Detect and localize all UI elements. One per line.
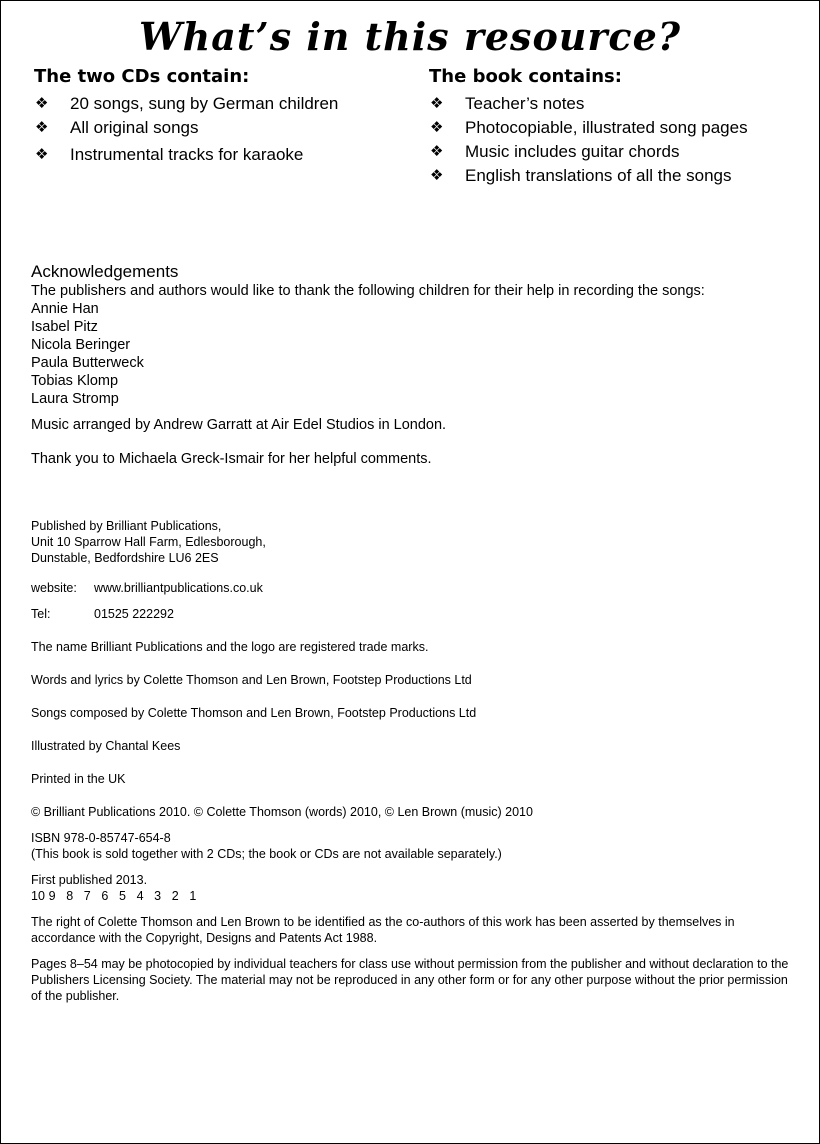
print-number: 4: [136, 889, 144, 903]
book-column: [426, 63, 791, 188]
print-number: 8: [66, 889, 74, 903]
bullet-icon: ❖: [430, 167, 444, 184]
cds-column: [31, 63, 426, 188]
child-name: Isabel Pitz: [31, 319, 98, 335]
address-line: Published by Brilliant Publications,: [31, 519, 222, 533]
thanks-note: Thank you to Michaela Greck-Ismair for her helpful comments.: [31, 451, 432, 467]
music-credit: Music arranged by Andrew Garratt at Air Edel Studios in London.: [31, 417, 447, 433]
child-name: Annie Han: [31, 301, 99, 317]
trademark-note: The name Brilliant Publications and the logo are registered trade marks.: [31, 640, 429, 654]
print-number: 3: [154, 889, 162, 903]
print-number: 10: [31, 889, 45, 903]
publisher-section: [31, 518, 789, 1004]
first-published: First published 2013.: [31, 873, 148, 887]
isbn-note: (This book is sold together with 2 CDs; the book or CDs are not available separately.): [31, 847, 502, 861]
list-item: ❖ Photocopiable, illustrated song pages: [426, 116, 791, 140]
list-item: ❖ 20 songs, sung by German children: [31, 92, 426, 116]
printed-note: Printed in the UK: [31, 772, 126, 786]
acknowledgements-section: [31, 262, 789, 468]
print-number: 6: [101, 889, 109, 903]
page-title: What’s in this resource?: [138, 14, 682, 59]
child-name: Paula Butterweck: [31, 355, 144, 371]
tel-label: Tel:: [31, 607, 51, 621]
songs-credit: Songs composed by Colette Thomson and Len Brown, Footstep Productions Ltd: [31, 706, 477, 720]
words-credit: Words and lyrics by Colette Thomson and Len Brown, Footstep Productions Ltd: [31, 673, 472, 687]
list-item: ❖ English translations of all the songs: [426, 164, 791, 188]
website-row: [31, 580, 789, 596]
print-number: 9: [48, 889, 56, 903]
copyright-note: © Brilliant Publications 2010. © Colette Thomson (words) 2010, © Len Brown (music) 2010: [31, 805, 533, 819]
contents-columns: [31, 63, 789, 188]
print-number: 7: [83, 889, 91, 903]
list-item: ❖ Teacher’s notes: [426, 92, 791, 116]
acknowledgements-intro: The publishers and authors would like to thank the following children for their help in recording the songs:: [31, 283, 705, 299]
list-item: ❖ All original songs: [31, 116, 426, 140]
print-numbers: [31, 888, 789, 904]
tel-row: [31, 606, 789, 622]
child-name: Nicola Beringer: [31, 337, 131, 353]
bullet-icon: ❖: [430, 95, 444, 112]
photocopy-note: Pages 8–54 may be photocopied by individual teachers for class use without permission from the publisher and without declaration to the Publishers Licensing Society. The material may not be reproduced in any other form or for any other purpose without the prior permission of the publisher.: [31, 957, 789, 1003]
website-label: website:: [31, 581, 77, 595]
child-name: Tobias Klomp: [31, 373, 119, 389]
bullet-icon: ❖: [430, 119, 444, 136]
bullet-icon: ❖: [35, 95, 49, 112]
tel-number: 01525 222292: [94, 607, 174, 621]
bullet-icon: ❖: [35, 146, 49, 163]
bullet-icon: ❖: [430, 143, 444, 160]
isbn: ISBN 978-0-85747-654-8: [31, 831, 171, 845]
print-number: 1: [189, 889, 197, 903]
bullet-icon: ❖: [35, 119, 49, 136]
book-heading: The book contains:: [429, 66, 622, 87]
print-number: 2: [171, 889, 179, 903]
book-list: [426, 92, 791, 188]
address-line: Dunstable, Bedfordshire LU6 2ES: [31, 551, 219, 565]
rights-note: The right of Colette Thomson and Len Brown to be identified as the co-authors of this work has been asserted by themselves in accordance with the Copyright, Designs and Patents Act 1988.: [31, 915, 735, 945]
acknowledgements-heading: Acknowledgements: [31, 262, 179, 281]
cds-list: [31, 92, 426, 167]
child-name: Laura Stromp: [31, 391, 119, 407]
website-link[interactable]: www.brilliantpublications.co.uk: [94, 581, 263, 595]
list-item: ❖ Music includes guitar chords: [426, 140, 791, 164]
print-number: 5: [118, 889, 126, 903]
address-line: Unit 10 Sparrow Hall Farm, Edlesborough,: [31, 535, 266, 549]
list-item: ❖ Instrumental tracks for karaoke: [31, 143, 426, 167]
illustrator-credit: Illustrated by Chantal Kees: [31, 739, 181, 753]
cds-heading: The two CDs contain:: [34, 66, 250, 87]
